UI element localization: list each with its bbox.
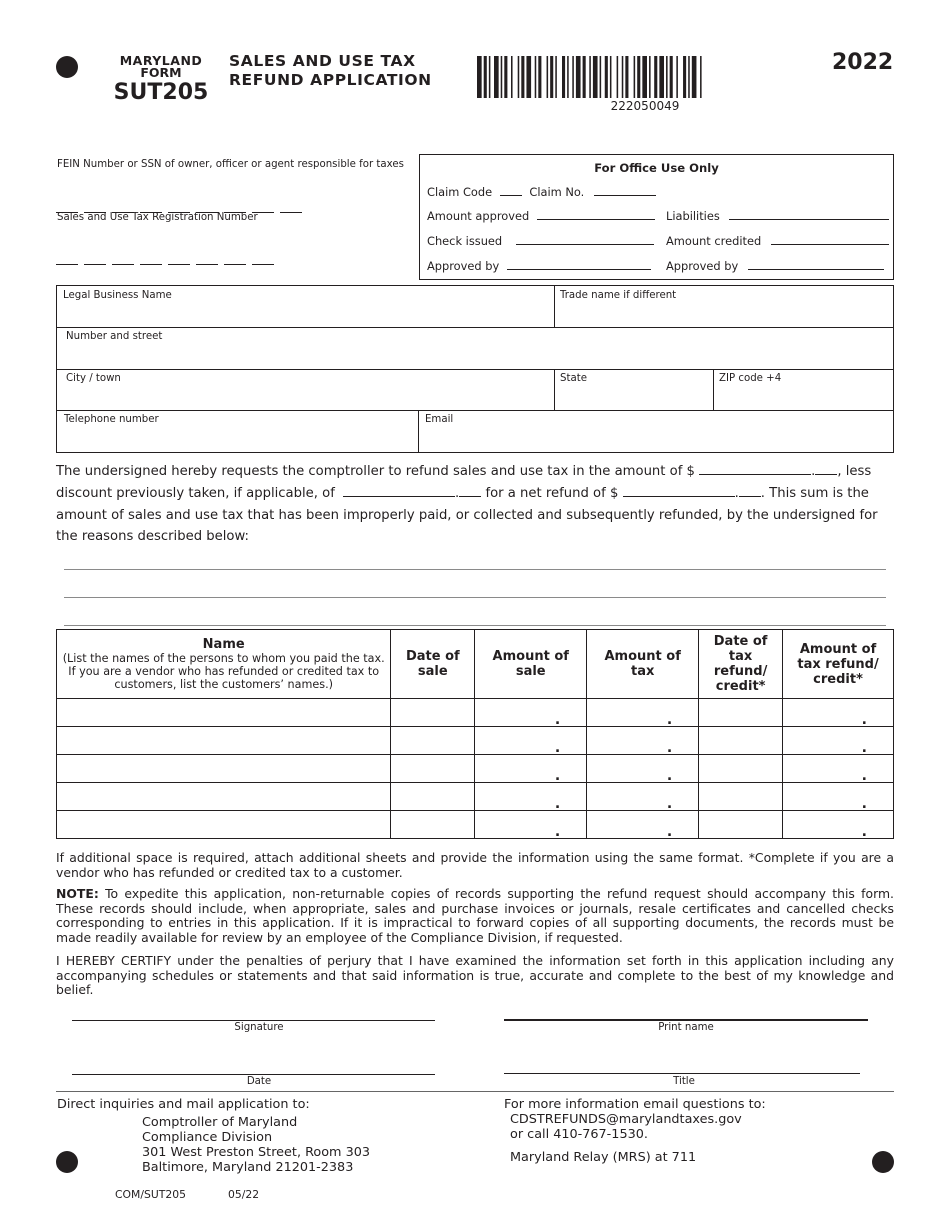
telephone-field[interactable]	[64, 414, 159, 425]
cell-amount-refund[interactable]: .	[783, 699, 894, 727]
refund-request-paragraph: The undersigned hereby requests the comptroller to refund sales and use tax in the amount of $ . , less discount previously taken, if applicable, of . for a net refund of $ . . This sum is the amount of sales and use tax that has been improperly paid, or collected and subsequently refunded, by the undersigned for the reasons described below:	[56, 461, 894, 548]
registration-mark-top-left	[56, 56, 78, 78]
form-id: COM/SUT205	[115, 1188, 186, 1201]
cell-amount-of-tax[interactable]: .	[587, 727, 699, 755]
barcode-image	[477, 56, 813, 98]
amount-credited-label: Amount credited	[666, 234, 762, 248]
cell-amount-refund[interactable]: .	[783, 811, 894, 839]
cell-date-refund[interactable]	[699, 783, 783, 811]
check-issued-label: Check issued	[427, 234, 503, 248]
request-text-5: . This sum is the	[760, 485, 869, 501]
city-label: City / town	[66, 373, 121, 384]
claim-code-label: Claim Code	[427, 185, 493, 199]
registration-label: Sales and Use Tax Registration Number	[57, 212, 258, 223]
table-row	[57, 811, 894, 839]
date-line[interactable]	[72, 1074, 435, 1075]
cell-amount-of-sale[interactable]: .	[475, 727, 587, 755]
print-name-label: Print name	[658, 1022, 714, 1033]
amount-credited-field[interactable]	[771, 244, 889, 245]
cell-amount-of-sale[interactable]: .	[475, 811, 587, 839]
telephone-label: Telephone number	[64, 414, 159, 425]
relay-service: Maryland Relay (MRS) at 711	[510, 1150, 697, 1165]
request-text-1: The undersigned hereby requests the comptroller to refund sales and use tax in the amount of $	[56, 464, 695, 479]
print-name-line[interactable]	[504, 1019, 868, 1021]
net-refund-cents[interactable]	[739, 496, 761, 497]
revision-date: 05/22	[228, 1188, 260, 1201]
approved-by-field-1[interactable]	[507, 269, 651, 270]
barcode-number: 222050049	[610, 99, 680, 113]
table-row	[57, 755, 894, 783]
amount-approved-label: Amount approved	[427, 209, 530, 223]
cell-amount-of-sale[interactable]: .	[475, 699, 587, 727]
approved-by-label-1: Approved by	[427, 259, 500, 273]
email-field[interactable]	[425, 414, 453, 425]
additional-space-note: If additional space is required, attach additional sheets and provide the information using the same format. *Complete if you are a vendor who has refunded or credited tax to a customer.	[56, 850, 894, 880]
col-header-amount-of-sale: Amount of sale	[475, 630, 587, 699]
address-line-4: Baltimore, Maryland 21201-2383	[142, 1160, 354, 1175]
liabilities-field[interactable]	[729, 219, 889, 220]
cell-date-of-sale[interactable]	[391, 811, 475, 839]
cell-name[interactable]	[57, 755, 391, 783]
email-label: Email	[425, 414, 454, 425]
form-title-line2: REFUND APPLICATION	[229, 71, 432, 89]
mail-instructions: Direct inquiries and mail application to:	[57, 1097, 310, 1112]
address-line-2: Compliance Division	[142, 1130, 273, 1145]
cell-amount-of-sale[interactable]: .	[475, 783, 587, 811]
street-label: Number and street	[66, 331, 163, 342]
form-title	[229, 52, 432, 90]
refund-amount-dollars[interactable]	[699, 474, 811, 475]
cell-amount-of-tax[interactable]: .	[587, 755, 699, 783]
mailing-address	[142, 1115, 370, 1175]
tax-year: 2022	[832, 50, 894, 75]
claim-code-row	[427, 185, 656, 199]
info-label: For more information email questions to:	[504, 1097, 766, 1112]
cell-amount-refund[interactable]: .	[783, 783, 894, 811]
col-header-amount-refund: Amount of tax refund/ credit*	[783, 630, 894, 699]
address-line-3: 301 West Preston Street, Room 303	[142, 1145, 371, 1160]
contact-phone: or call 410-767-1530.	[510, 1127, 648, 1142]
cell-amount-of-tax[interactable]: .	[587, 699, 699, 727]
trade-name-field[interactable]	[560, 290, 676, 301]
refund-amount-cents[interactable]	[815, 474, 837, 475]
cell-date-refund[interactable]	[699, 727, 783, 755]
cell-amount-of-sale[interactable]: .	[475, 755, 587, 783]
note-text: To expedite this application, non-returnable copies of records supporting the refund request should accompany this form. These records should include, when appropriate, sales and purchase invoices or journals, resale certificates and cancelled checks corresponding to entries in this application. If it is impractical to forward copies of all supporting documents, the records must be made readily available for review by an employee of the Compliance Division, if requested.	[56, 886, 894, 945]
refund-detail-table	[56, 629, 894, 839]
cell-name[interactable]	[57, 699, 391, 727]
reason-line-2[interactable]	[64, 597, 886, 598]
fein-label: FEIN Number or SSN of owner, officer or agent responsible for taxes	[57, 159, 404, 170]
amount-approved-field[interactable]	[537, 219, 655, 220]
cell-name[interactable]	[57, 811, 391, 839]
signature-label: Signature	[234, 1022, 284, 1033]
check-issued-field[interactable]	[516, 244, 654, 245]
col-header-date-of-sale: Date of sale	[391, 630, 475, 699]
cell-amount-refund[interactable]: .	[783, 755, 894, 783]
state-label-field: State	[560, 373, 587, 384]
liabilities-label: Liabilities	[666, 209, 720, 223]
form-title-line1: SALES AND USE TAX	[229, 52, 416, 70]
form-code: SUT205	[113, 80, 209, 105]
trade-name-label: Trade name if different	[560, 290, 677, 301]
discount-dollars[interactable]	[343, 496, 455, 497]
claim-no-label: Claim No.	[529, 185, 585, 199]
footer-divider	[56, 1091, 894, 1092]
title-line[interactable]	[504, 1073, 860, 1074]
request-text-3: discount previously taken, if applicable, of	[56, 485, 335, 501]
office-use-box	[419, 154, 894, 280]
cell-date-refund[interactable]	[699, 699, 783, 727]
cell-name[interactable]	[57, 783, 391, 811]
net-refund-dollars[interactable]	[623, 496, 735, 497]
discount-cents[interactable]	[459, 496, 481, 497]
cell-name[interactable]	[57, 727, 391, 755]
registration-input[interactable]	[56, 250, 280, 269]
zip-field[interactable]	[719, 373, 781, 384]
request-text-6: amount of sales and use tax that has been improperly paid, or collected and subsequently refunded, by the undersigned for the reasons described below:	[56, 507, 878, 545]
cell-date-of-sale[interactable]	[391, 755, 475, 783]
cell-date-refund[interactable]	[699, 811, 783, 839]
reason-line-1[interactable]	[64, 569, 886, 570]
certification-statement: I HEREBY CERTIFY under the penalties of perjury that I have examined the information set forth in this application including any accompanying schedules or statements and that said information is true, accurate and complete to the best of my knowledge and belief.	[56, 953, 894, 998]
street-field[interactable]	[66, 331, 162, 342]
table-row	[57, 699, 894, 727]
col-header-amount-of-tax: Amount of tax	[587, 630, 699, 699]
address-line-1: Comptroller of Maryland	[142, 1115, 298, 1130]
cell-date-refund[interactable]	[699, 755, 783, 783]
office-use-title: For Office Use Only	[594, 161, 719, 175]
request-text-2: , less	[837, 464, 872, 479]
claim-no-field[interactable]	[594, 195, 656, 196]
reason-line-3[interactable]	[64, 625, 886, 626]
approved-by-label-2: Approved by	[666, 259, 739, 273]
zip-label: ZIP code +4	[719, 373, 782, 384]
date-label: Date	[246, 1076, 272, 1087]
form-word: FORM	[140, 65, 182, 80]
title-label: Title	[673, 1076, 695, 1087]
cell-amount-refund[interactable]: .	[783, 727, 894, 755]
claim-code-field[interactable]	[500, 195, 522, 196]
signature-line[interactable]	[72, 1020, 435, 1021]
cell-date-of-sale[interactable]	[391, 783, 475, 811]
table-row	[57, 727, 894, 755]
contact-email[interactable]: CDSTREFUNDS@marylandtaxes.gov	[510, 1112, 742, 1127]
cell-amount-of-tax[interactable]: .	[587, 811, 699, 839]
table-row	[57, 783, 894, 811]
registration-mark-bottom-left	[56, 1151, 78, 1173]
business-info-grid	[56, 285, 894, 453]
city-field[interactable]	[66, 373, 121, 384]
cell-date-of-sale[interactable]	[391, 699, 475, 727]
note-label: NOTE:	[56, 886, 99, 901]
col-header-name: Name (List the names of the persons to whom you paid the tax. If you are a vendor who has refunded or credited tax to customers, list the customers’ names.)	[57, 630, 391, 699]
col-header-name-note: (List the names of the persons to whom you paid the tax. If you are a vendor who has refunded or credited tax to customers, list the customers’ names.)	[62, 652, 385, 691]
approved-by-field-2[interactable]	[748, 269, 884, 270]
registration-mark-bottom-right	[872, 1151, 894, 1173]
legal-business-name-label: Legal Business Name	[63, 290, 172, 301]
state-label: MARYLAND	[119, 53, 203, 68]
cell-date-of-sale[interactable]	[391, 727, 475, 755]
records-note	[56, 887, 894, 945]
state-field[interactable]	[560, 373, 587, 384]
col-header-date-refund: Date of tax refund/ credit*	[699, 630, 783, 699]
cell-amount-of-tax[interactable]: .	[587, 783, 699, 811]
legal-business-name-field[interactable]	[63, 290, 172, 301]
request-text-4: for a net refund of $	[485, 485, 619, 501]
